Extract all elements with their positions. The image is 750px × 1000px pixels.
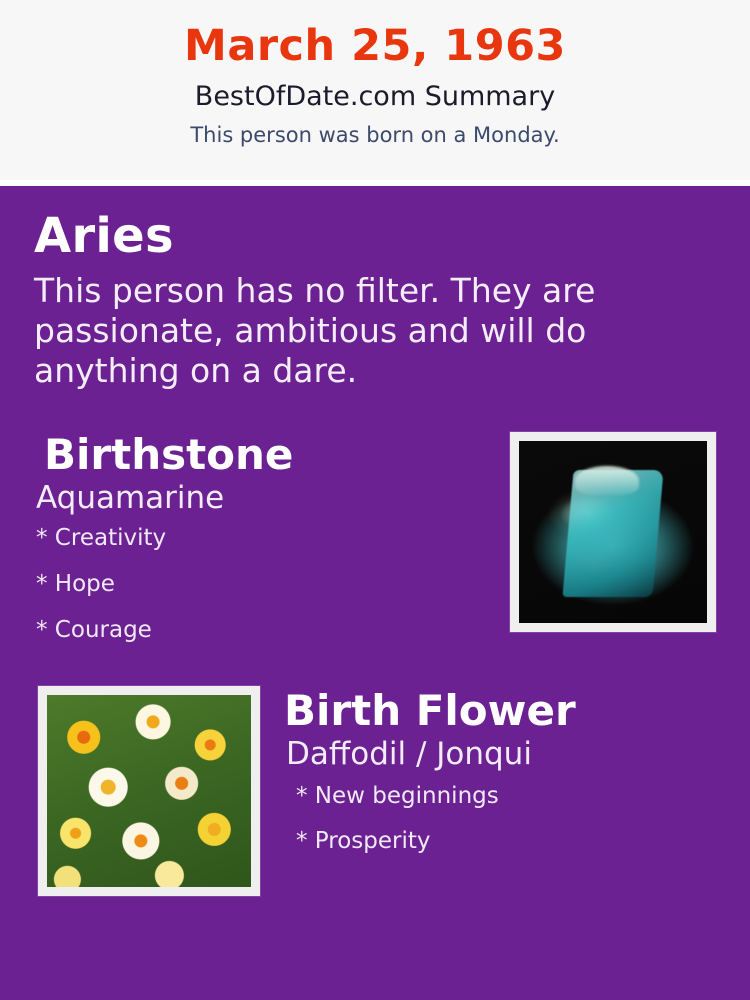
zodiac-name: Aries — [34, 208, 174, 264]
birthflower-name: Daffodil / Jonqui — [286, 735, 532, 772]
birth-day-note: This person was born on a Monday. — [190, 122, 560, 147]
birthflower-title: Birth Flower — [284, 685, 576, 735]
daffodil-field-photo — [47, 695, 251, 887]
header — [0, 0, 750, 180]
birthflower-section — [34, 686, 716, 911]
birthstone-title: Birthstone — [44, 429, 294, 479]
birthstone-name: Aquamarine — [36, 479, 225, 516]
birthstone-text — [34, 429, 474, 643]
birthstone-section — [34, 429, 716, 662]
main-panel — [0, 186, 750, 1000]
birthflower-trait: * New beginnings — [296, 782, 499, 809]
aquamarine-crystal-photo — [519, 441, 707, 623]
zodiac-section — [34, 210, 716, 392]
zodiac-description: This person has no filter. They are passionate, ambitious and will do anything on a dare. — [34, 270, 596, 391]
birthstone-trait: * Courage — [36, 616, 152, 643]
birthstone-trait: * Creativity — [36, 524, 167, 551]
birthstone-image-frame — [510, 432, 716, 632]
birthflower-trait: * Prosperity — [296, 827, 431, 854]
site-subtitle: BestOfDate.com Summary — [194, 81, 556, 113]
page-title: March 25, 1963 — [184, 21, 566, 71]
birthflower-image-frame — [38, 686, 260, 896]
birthflower-text — [284, 686, 716, 853]
birthstone-trait: * Hope — [36, 570, 115, 597]
